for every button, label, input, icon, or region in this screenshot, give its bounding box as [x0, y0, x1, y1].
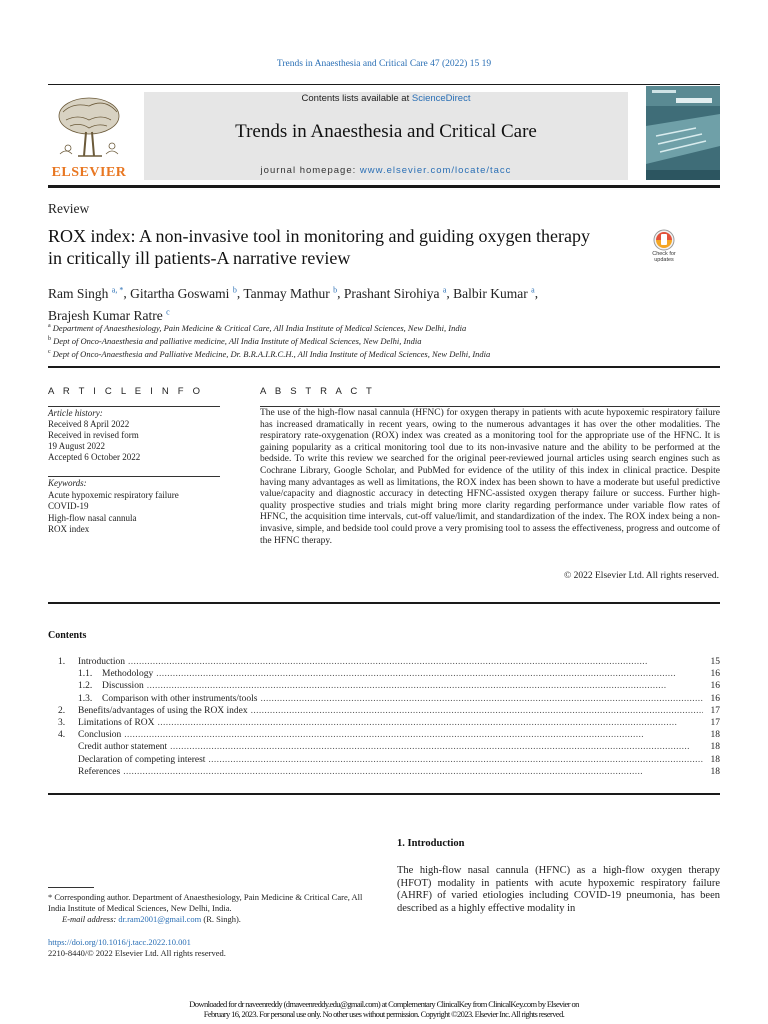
abstract-copyright: © 2022 Elsevier Ltd. All rights reserved. [564, 571, 719, 581]
footnote-rule [48, 887, 94, 888]
check-updates-label: Check for updates [652, 251, 676, 263]
abstract-rule-top [260, 406, 720, 407]
toc-label[interactable]: Declaration of competing interest [78, 754, 206, 765]
article-info-rule [48, 366, 720, 368]
toc-page-number: 17 [710, 705, 720, 716]
author[interactable]: Tanmay Mathur $^b$ [243, 285, 338, 301]
toc-page-number: 17 [710, 718, 720, 729]
toc-number: 2. [58, 705, 66, 716]
download-notice: Downloaded for dr naveenreddy (drnaveenreddy.edu@gmail.com) at Complementary ClinicalKey from ClinicalKey.com by Elsevier on February 16, 2023. For personal use only. No other uses without permission. Copyright ©2023. Elsevier Inc. All rights reserved. [189, 999, 579, 1019]
section-heading-introduction: 1. Introduction [397, 838, 465, 849]
toc-entry[interactable] [48, 693, 720, 705]
toc-label[interactable]: Conclusion [78, 730, 122, 741]
toc-number: 1.1. [78, 669, 93, 680]
author-list: Ram Singh $^{a, *}$, Gitartha Goswami $^b$, Tanmay Mathur $^b$, Prashant Sirohiya $^a$, Balbir Kumar $^a$, Brajesh Kumar Ratre $^c$ [48, 285, 539, 323]
author[interactable]: Ram Singh $^{a, *}$ [48, 285, 124, 301]
contents-top-rule [48, 602, 720, 604]
contents-bottom-rule [48, 793, 720, 795]
toc-number: 1.3. [78, 693, 93, 704]
contents-heading: Contents [48, 630, 87, 641]
toc-label[interactable]: Methodology [102, 669, 154, 680]
article-info-heading: A R T I C L E I N F O [48, 386, 204, 397]
masthead-bottom-rule [48, 185, 720, 188]
elsevier-wordmark: ELSEVIER [51, 165, 127, 180]
author[interactable]: Balbir Kumar $^a$ [453, 285, 535, 301]
email-link[interactable]: dr.ram2001@gmail.com [118, 914, 202, 924]
journal-cover-icon [646, 86, 720, 180]
introduction-paragraph: The high-flow nasal cannula (HFNC) as a high-flow oxygen therapy (HFOT) modality in patients with acute hypoxemic respiratory failure (AHRF) of varied etiologies including COVID-19 pneumonia, has been described as a highly effective modality in [397, 865, 720, 914]
article-info-rule-mid [48, 476, 220, 477]
toc-leader [208, 754, 703, 766]
toc-leader [170, 741, 703, 753]
article-info-rule-top [48, 406, 220, 407]
history-item: 19 August 2022 [48, 441, 106, 451]
author[interactable]: Prashant Sirohiya $^a$ [343, 285, 447, 301]
toc-page-number: 16 [710, 693, 720, 704]
toc-leader [124, 729, 703, 741]
email-line: E-mail address: dr.ram2001@gmail.com (R. Singh). [62, 914, 241, 924]
top-rule [48, 84, 720, 85]
toc-label[interactable]: Credit author statement [78, 742, 168, 753]
toc-leader [123, 766, 703, 778]
contents-available-prefix: Contents lists available at [301, 93, 412, 104]
toc-page-number: 18 [710, 754, 720, 765]
affiliations [48, 321, 668, 359]
author[interactable]: Gitartha Goswami $^b$ [130, 285, 237, 301]
toc-entry[interactable] [48, 766, 720, 778]
article-type: Review [48, 201, 90, 216]
abstract-heading: A B S T R A C T [260, 386, 376, 397]
keyword: ROX index [48, 524, 90, 534]
history-item: Accepted 6 October 2022 [48, 452, 141, 462]
toc-number: 1. [58, 657, 66, 667]
history-item: Received in revised form [48, 430, 139, 440]
toc-leader [128, 656, 703, 668]
toc-entry[interactable] [48, 656, 720, 668]
toc-number: 1.2. [78, 681, 93, 692]
journal-homepage [144, 165, 628, 176]
journal-title: Trends in Anaesthesia and Critical Care [235, 121, 537, 142]
running-header[interactable]: Trends in Anaesthesia and Critical Care 47 (2022) 15 19 [276, 59, 492, 69]
toc-label[interactable]: Discussion [102, 681, 144, 692]
table-of-contents [48, 656, 720, 778]
journal-cover-image[interactable] [646, 86, 720, 180]
doi-link[interactable]: https://doi.org/10.1016/j.tacc.2022.10.001 [48, 937, 191, 947]
toc-leader [251, 705, 703, 717]
toc-page-number: 16 [710, 681, 720, 692]
toc-entry[interactable] [48, 680, 720, 692]
footnote [48, 892, 378, 925]
article-history [48, 408, 220, 463]
toc-leader [158, 717, 703, 729]
affiliation: $^b$ Dept of Onco-Anaesthesia and palliative medicine, All India Institute of Medical Sciences, New Delhi, India [48, 335, 422, 346]
toc-page-number: 18 [710, 766, 720, 777]
keywords [48, 478, 220, 536]
toc-number: 4. [58, 730, 66, 741]
toc-label[interactable]: Introduction [78, 657, 125, 667]
affiliation: $^c$ Dept of Onco-Anaesthesia and Palliative Medicine, Dr. B.R.A.I.R.C.H., All India Institute of Medical Sciences, New Delhi, India [48, 348, 491, 359]
tree-icon [48, 92, 130, 164]
toc-label[interactable]: Comparison with other instruments/tools [102, 693, 258, 704]
keywords-label: Keywords: [48, 478, 87, 488]
toc-entry[interactable] [48, 729, 720, 741]
history-item: Received 8 April 2022 [48, 419, 130, 429]
history-label: Article history: [48, 408, 103, 418]
homepage-link[interactable]: www.elsevier.com/locate/tacc [359, 165, 512, 176]
sciencedirect-link[interactable]: ScienceDirect [411, 93, 471, 104]
toc-page-number: 16 [710, 669, 720, 680]
toc-entry[interactable] [48, 717, 720, 729]
author[interactable]: Brajesh Kumar Ratre $^c$ [48, 307, 170, 323]
toc-label[interactable]: Benefits/advantages of using the ROX index [78, 705, 248, 716]
abstract-text: The use of the high-flow nasal cannula (HFNC) for oxygen therapy in patients with acute hypoxemic respiratory failure has increased dramatically in recent years, owing to the numerous advantages it has over the other modalities. The respiratory rate-oxygenation (ROX) index was created as a monitoring tool for the appropriate use of the HFNC. It is gaining popularity as a critical monitoring tool due to its non-invasive nature and the ability to be performed at the bedside. To write this review we searched for the original peer-reviewed journal articles using search engines such as Cochrane Library, Google Scholar, and PubMed for evidence of the utility of this index in clinical practice. Despite having many advantages as well as limitations, the ROX index has been shown to have a moderate but useful predictive value/capacity and diagnostic accuracy in detecting HFNC-assisted oxygen therapy failure or success. Further high-quality prospective studies and trials might bring more clarity regarding performance under variable flow rates of HFNC, the acquisition time intervals, cut-off value/limit, and standardization of the index. The ROX index being a non-invasive, simple, and bedside tool could prove a very promising tool to assess the effectiveness, progress and outcome of the HFNC therapy. [260, 408, 720, 546]
toc-entry[interactable] [48, 741, 720, 753]
issn-line: 2210-8440/© 2022 Elsevier Ltd. All rights reserved. [48, 948, 226, 958]
toc-label[interactable]: Limitations of ROX [78, 718, 155, 729]
homepage-prefix: journal homepage: [260, 165, 360, 176]
toc-number: 3. [58, 718, 66, 729]
toc-page-number: 18 [710, 742, 720, 753]
contents-available [144, 93, 628, 104]
toc-entry[interactable] [48, 705, 720, 717]
toc-entry[interactable] [48, 754, 720, 766]
check-updates-icon [644, 229, 684, 251]
affiliation: $^a$ Department of Anaesthesiology, Pain Medicine & Critical Care, All India Institute of Medical Sciences, New Delhi, India [48, 322, 467, 333]
toc-leader [147, 680, 703, 692]
keyword: COVID-19 [48, 501, 89, 511]
toc-page-number: 18 [710, 730, 720, 741]
article-title: ROX index: A non-invasive tool in monitoring and guiding oxygen therapy in critically ill patients-A narrative review [48, 226, 590, 268]
keyword: Acute hypoxemic respiratory failure [48, 489, 179, 500]
toc-leader [260, 693, 703, 705]
toc-entry[interactable] [48, 668, 720, 680]
keyword: High-flow nasal cannula [48, 512, 137, 523]
toc-page-number: 15 [710, 657, 720, 667]
corresponding-author-note: * Corresponding author. Department of Anaesthesiology, Pain Medicine & Critical Care, All India Institute of Medical Sciences, New Delhi, India. [48, 892, 363, 913]
toc-leader [156, 668, 703, 680]
toc-label[interactable]: References [78, 766, 121, 777]
